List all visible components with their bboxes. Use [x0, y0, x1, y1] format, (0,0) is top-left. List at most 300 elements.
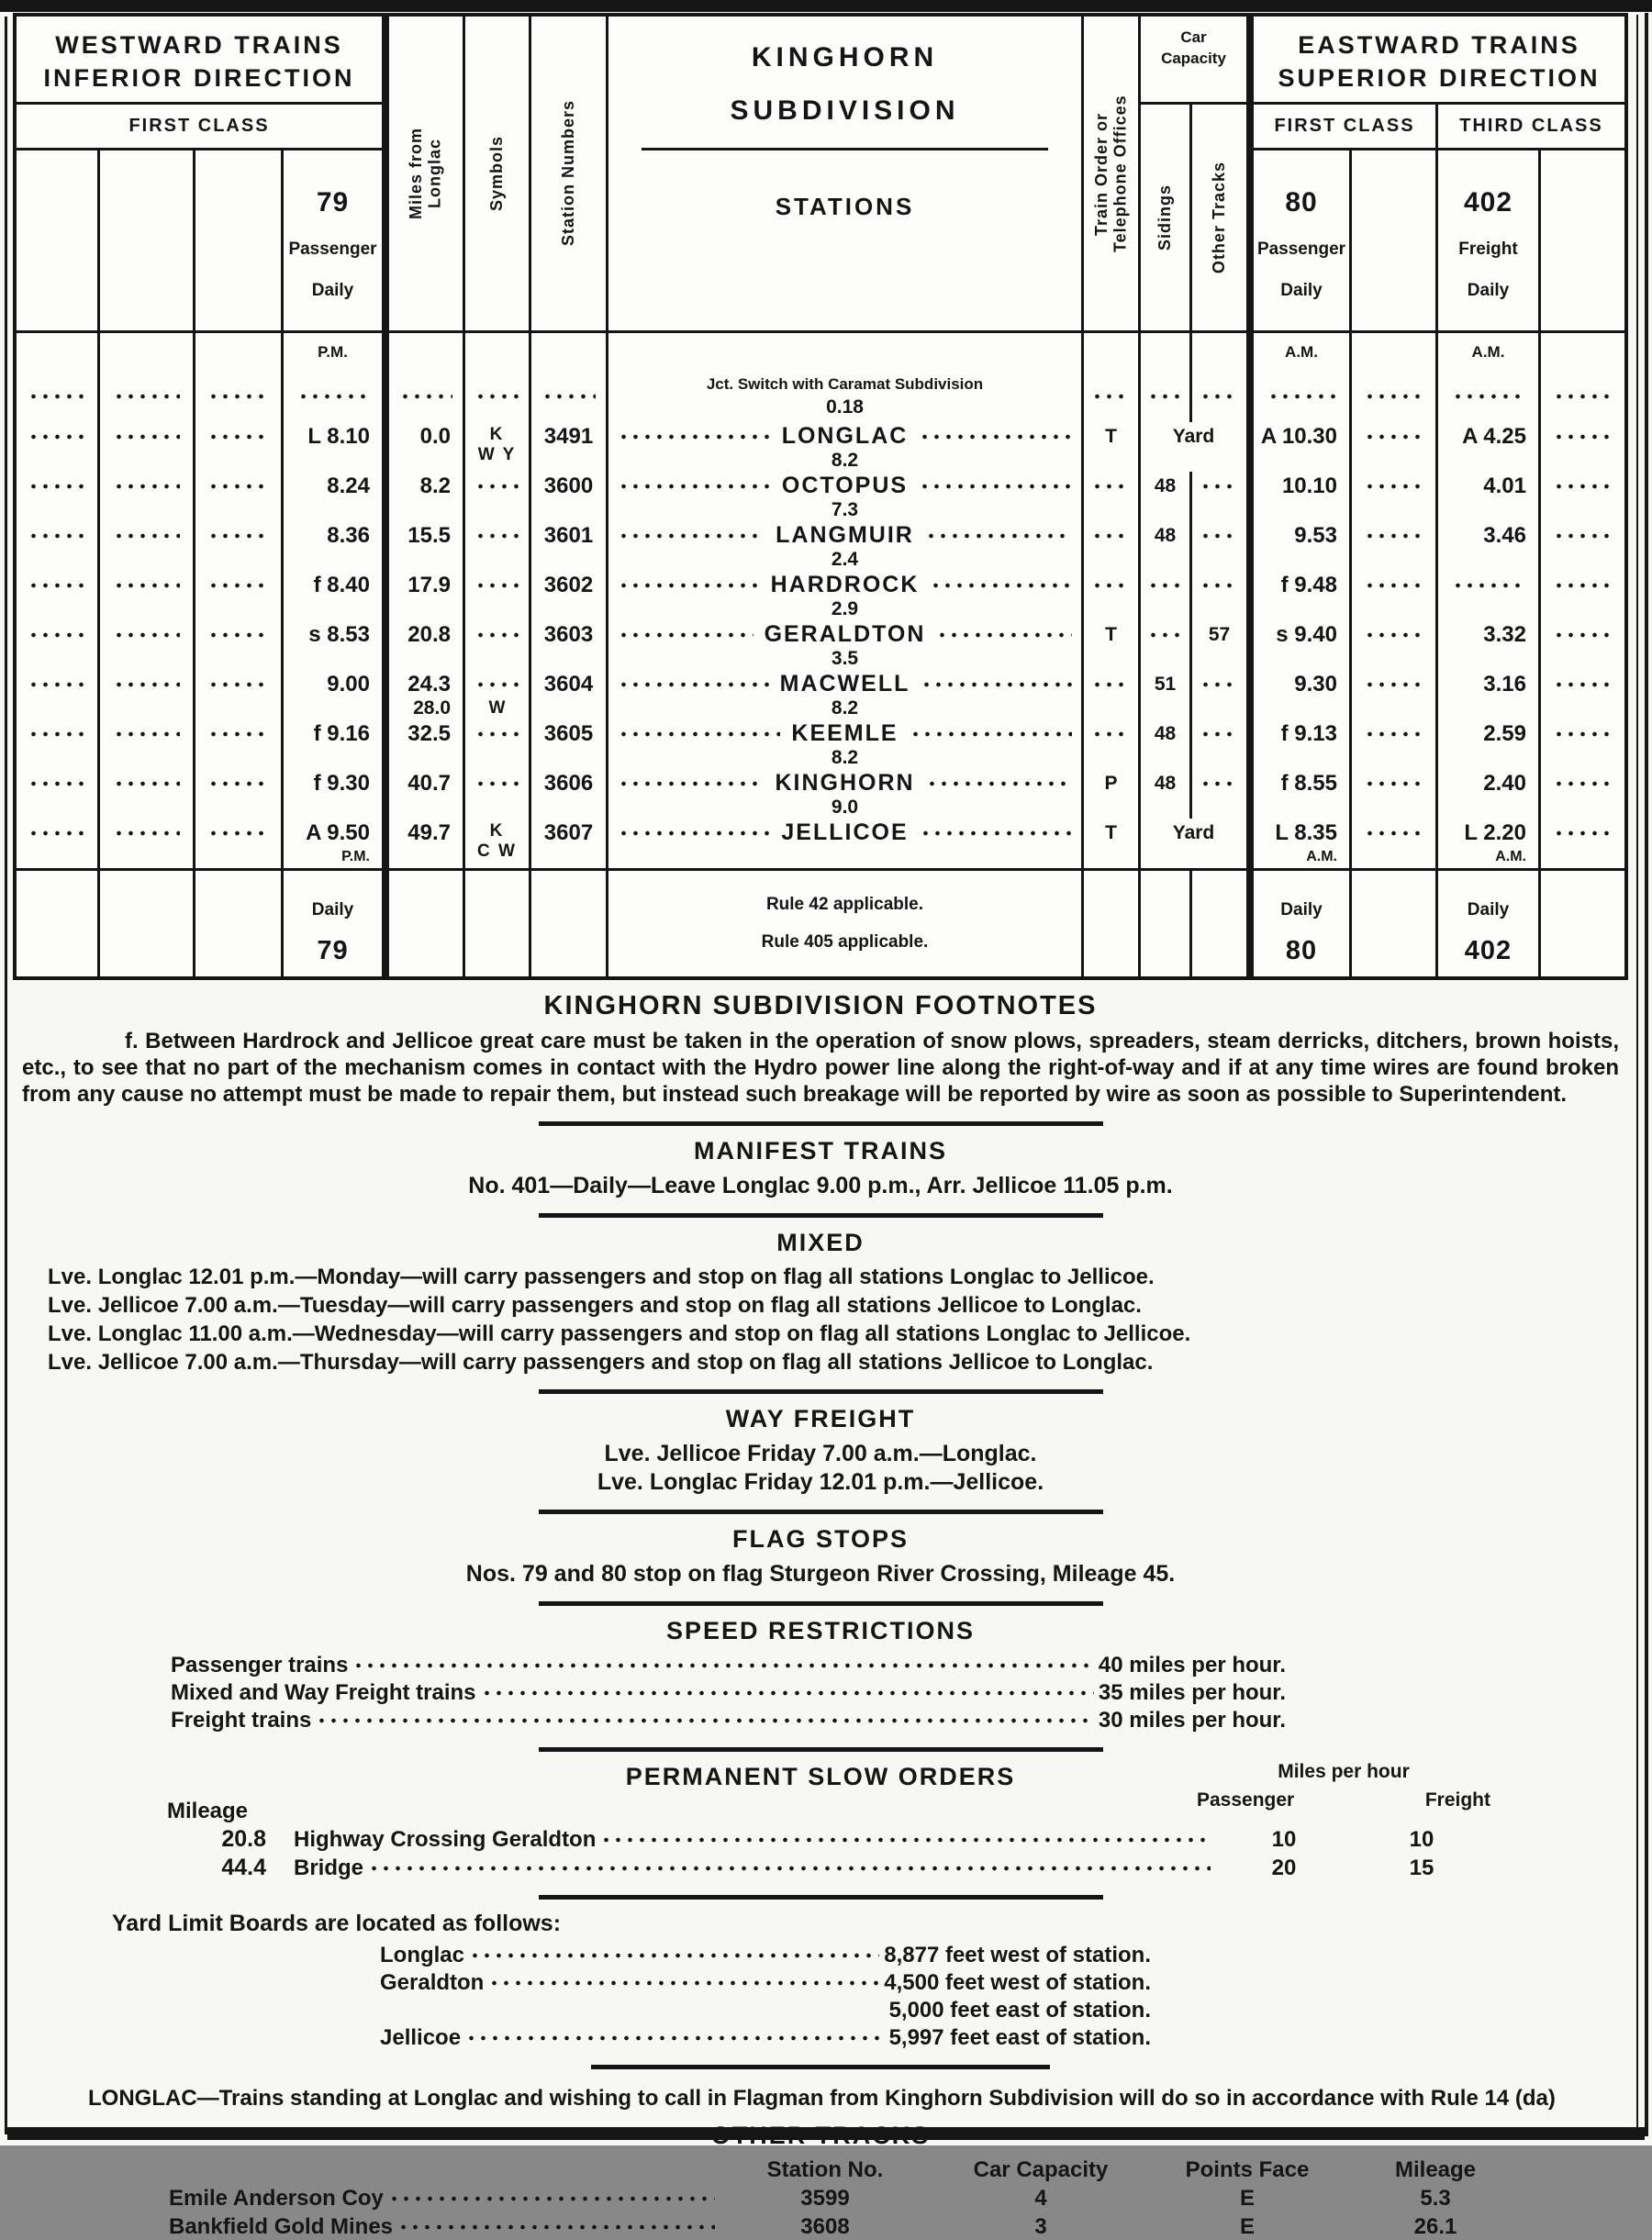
cell-miles	[389, 670, 463, 719]
rule-405-note: Rule 405 applicable.	[761, 932, 929, 952]
station-name: JELLICOE	[781, 819, 909, 845]
blank-cell	[97, 330, 193, 371]
dotted-cell	[1189, 371, 1246, 422]
train-402-number: 402	[1463, 187, 1513, 217]
meridiem-cell-402	[1435, 330, 1538, 371]
section-divider	[539, 1747, 1103, 1752]
dotted-leader	[1091, 731, 1130, 737]
cell-t80	[1246, 819, 1349, 868]
section-divider	[539, 1895, 1103, 1900]
cell-line	[1438, 571, 1538, 599]
dotted-leader	[474, 583, 520, 588]
cell-stano	[529, 422, 606, 472]
mph-header-block	[1197, 1761, 1490, 1811]
car-capacity-header	[1138, 17, 1246, 105]
meridiem-label: P.M.	[318, 342, 348, 361]
yard-cell	[1138, 422, 1246, 472]
other-tracks-points-face: E	[1239, 2214, 1255, 2240]
cell-line	[531, 521, 606, 550]
speed-label: Mixed and Way Freight trains	[171, 1680, 476, 1706]
cell-value: T	[1105, 821, 1117, 843]
dotted-leader	[316, 1718, 1094, 1723]
cell-value: A 9.50	[306, 819, 370, 845]
blank-cell	[463, 330, 529, 371]
cell-value: 3600	[543, 473, 594, 498]
cell-line	[465, 698, 529, 718]
cell-line	[1192, 521, 1246, 550]
cell-to	[1081, 521, 1138, 571]
yard-limit-value: 5,000 feet east of station.	[888, 1998, 1151, 2023]
dotted-leader	[1553, 682, 1613, 687]
cell-line	[531, 571, 606, 599]
dotted-cell	[17, 371, 97, 422]
cell-line	[531, 670, 606, 698]
cell-sid	[1138, 521, 1189, 571]
junction-mileage: 0.18	[826, 396, 864, 418]
other-tracks-header: Points Face	[1185, 2157, 1310, 2183]
dotted-leader	[618, 781, 764, 786]
slow-order-mileage: 44.4	[221, 1855, 266, 1881]
cell-ot	[1189, 670, 1246, 719]
cell-line	[389, 472, 463, 500]
cell-line	[284, 819, 382, 847]
cell-line	[100, 819, 193, 847]
cell-value: 3602	[543, 572, 594, 597]
cell-line	[100, 620, 193, 649]
dotted-leader	[399, 394, 452, 399]
dotted-leader	[618, 484, 771, 489]
cell-sym1	[463, 422, 529, 472]
inter-station-distance: 8.2	[831, 697, 859, 719]
dotted-leader	[1091, 583, 1130, 588]
way-freight-line: Lve. Jellicoe Friday 7.00 a.m.—Longlac.	[604, 1441, 1037, 1467]
train-402-header	[1435, 150, 1538, 330]
inter-station-distance: 2.4	[831, 548, 859, 570]
cell-blank	[97, 670, 193, 719]
cell-value: 3.32	[1483, 621, 1526, 647]
cell-line	[1541, 769, 1624, 797]
cell-line	[1192, 670, 1246, 698]
dotted-leader	[207, 781, 269, 786]
blank-cell	[1189, 868, 1246, 976]
dotted-leader	[936, 632, 1072, 638]
cell-line	[1254, 620, 1349, 649]
cell-to	[1081, 819, 1138, 868]
blank-cell	[17, 330, 97, 371]
cell-blank	[17, 719, 97, 769]
cell-miles	[389, 571, 463, 620]
scan-top-border	[0, 0, 1652, 12]
dotted-cell	[1246, 371, 1349, 422]
cell-value: 40.7	[407, 770, 451, 796]
cell-line	[284, 422, 382, 451]
cell-value: 48	[1154, 772, 1177, 794]
cell-line	[531, 719, 606, 748]
cell-line	[389, 422, 463, 451]
mixed-line: Lve. Longlac 12.01 p.m.—Monday—will carry passengers and stop on flag all stations Longlac to Jellicoe.	[48, 1265, 1155, 1290]
dotted-leader	[541, 394, 595, 399]
cell-name	[606, 422, 1081, 472]
station-name: HARDROCK	[770, 572, 920, 597]
dotted-leader	[113, 484, 180, 489]
train-79-footer-frequency: Daily	[311, 900, 354, 919]
cell-value: 9.53	[1294, 522, 1337, 548]
dotted-leader	[1091, 484, 1130, 489]
cell-value: f 8.55	[1280, 770, 1337, 796]
cell-line	[1192, 620, 1246, 649]
inter-station-distance: 3.5	[831, 647, 859, 669]
cell-value: 3.16	[1483, 671, 1526, 697]
other-tracks-station-no: 3608	[800, 2214, 850, 2240]
other-tracks-name: Emile Anderson Coy	[169, 2186, 384, 2212]
yard-value: Yard	[1172, 425, 1215, 447]
cell-blank	[17, 769, 97, 819]
cell-sid	[1138, 719, 1189, 769]
cell-line	[284, 620, 382, 649]
slow-order-passenger-mph: 20	[1271, 1855, 1297, 1880]
cell-t80	[1246, 571, 1349, 620]
dotted-leader	[1553, 731, 1613, 737]
cell-value: 49.7	[407, 819, 451, 845]
cell-t79	[281, 819, 389, 868]
cell-line	[1541, 719, 1624, 748]
dotted-leader	[1267, 394, 1336, 399]
page-left-border	[5, 17, 7, 2134]
cell-blank	[193, 571, 281, 620]
cell-t80	[1246, 472, 1349, 521]
section-divider	[539, 1121, 1103, 1126]
cell-t79	[281, 422, 389, 472]
cell-line	[1141, 670, 1189, 698]
cell-name	[606, 521, 1081, 571]
cell-line	[608, 649, 1081, 668]
cell-value: f 9.48	[1280, 572, 1337, 597]
mixed-line: Lve. Jellicoe 7.00 a.m.—Tuesday—will carry passengers and stop on flag all stations Jellicoe to Longlac.	[48, 1293, 1142, 1319]
cell-value: 9.30	[1294, 671, 1337, 697]
dotted-leader	[1364, 583, 1424, 588]
section-divider	[539, 1510, 1103, 1514]
yard-limit-row	[380, 1943, 1151, 1968]
dotted-leader	[113, 731, 180, 737]
subdivision-title-line2: SUBDIVISION	[730, 95, 960, 126]
dotted-leader	[207, 484, 269, 489]
cell-blank	[1349, 719, 1435, 769]
dotted-cell	[1435, 371, 1538, 422]
dotted-leader	[919, 434, 1072, 440]
mph-passenger-col: Passenger	[1197, 1789, 1295, 1811]
cell-blank	[17, 422, 97, 472]
cell-blank	[1538, 472, 1624, 521]
blank-cell	[1138, 868, 1189, 976]
subdivision-title	[606, 17, 1081, 150]
cell-sid	[1138, 472, 1189, 521]
cell-value: 3607	[543, 819, 594, 845]
cell-line	[1254, 670, 1349, 698]
blank-cell	[389, 330, 463, 371]
cell-line	[1438, 422, 1538, 451]
cell-line	[1352, 719, 1435, 748]
dotted-leader	[113, 434, 180, 440]
cell-line	[195, 422, 281, 451]
dotted-leader	[113, 533, 180, 539]
cell-value: s 9.40	[1276, 621, 1337, 647]
dotted-leader	[1147, 632, 1182, 638]
blank-cell	[529, 330, 606, 371]
cell-blank	[1538, 620, 1624, 670]
train-79-header	[281, 150, 389, 330]
cell-line	[531, 620, 606, 649]
cell-line	[1141, 719, 1189, 748]
cell-value: 10.10	[1281, 473, 1337, 498]
cell-blank	[193, 719, 281, 769]
col-header-station-numbers	[529, 17, 606, 330]
dotted-leader	[207, 682, 269, 687]
meridiem-label: A.M.	[1285, 342, 1318, 361]
dotted-leader	[1147, 583, 1182, 588]
cell-blank	[193, 670, 281, 719]
cell-sid	[1138, 620, 1189, 670]
cell-blank	[1538, 719, 1624, 769]
cell-ot	[1189, 719, 1246, 769]
cell-line	[1141, 620, 1189, 649]
cell-blank	[193, 521, 281, 571]
meridiem-cell-79	[281, 330, 389, 371]
cell-line	[1254, 847, 1349, 866]
train-402-type: Freight	[1458, 240, 1518, 259]
dotted-leader	[113, 394, 180, 399]
cell-line	[17, 620, 97, 649]
cell-blank	[17, 571, 97, 620]
cell-blank	[17, 620, 97, 670]
train-402-footer	[1435, 868, 1538, 976]
cell-t402	[1435, 620, 1538, 670]
dotted-leader	[1553, 434, 1613, 440]
cell-line	[1192, 769, 1246, 797]
cell-blank	[1538, 769, 1624, 819]
cell-value: f 9.30	[313, 770, 370, 796]
cell-line	[1192, 719, 1246, 748]
blank-cell	[1349, 868, 1435, 976]
dotted-leader	[113, 583, 180, 588]
cell-line	[531, 472, 606, 500]
dotted-leader	[28, 781, 85, 786]
blank-cell	[1189, 330, 1246, 371]
slow-order-desc: Highway Crossing Geraldton	[294, 1826, 597, 1852]
cell-line	[1438, 819, 1538, 847]
dotted-leader	[474, 781, 520, 786]
cell-line	[1438, 719, 1538, 748]
stations-label: STATIONS	[775, 193, 915, 220]
cell-blank	[1538, 670, 1624, 719]
speed-value: 30 miles per hour.	[1098, 1708, 1286, 1733]
train-80-footer-number: 80	[1285, 936, 1318, 965]
speed-row	[171, 1708, 1286, 1733]
slow-order-desc: Bridge	[294, 1855, 364, 1880]
dotted-leader	[1364, 731, 1424, 737]
dotted-leader	[28, 484, 85, 489]
inter-station-distance: 7.3	[831, 498, 859, 520]
station-name: MACWELL	[779, 671, 910, 697]
other-tracks-table	[169, 2157, 1628, 2240]
speed-row	[171, 1680, 1286, 1706]
cell-blank	[17, 819, 97, 868]
cell-t402	[1435, 571, 1538, 620]
col-header-symbols	[463, 17, 529, 330]
cell-line	[17, 521, 97, 550]
blank-cell	[193, 330, 281, 371]
train-402-frequency: Daily	[1467, 281, 1510, 300]
dotted-leader	[1200, 682, 1238, 687]
dotted-leader	[1553, 830, 1613, 836]
dotted-leader	[1364, 830, 1424, 836]
yard-limits-intro: Yard Limit Boards are located as follows:	[112, 1911, 562, 1937]
dotted-leader	[1452, 583, 1524, 588]
symbol-line: W Y	[477, 445, 517, 464]
cell-sym1	[463, 670, 529, 719]
cell-stano	[529, 521, 606, 571]
cell-line	[1438, 847, 1538, 866]
cell-name	[606, 670, 1081, 719]
speed-value: 35 miles per hour.	[1098, 1680, 1286, 1706]
cell-t80	[1246, 521, 1349, 571]
dotted-leader	[28, 533, 85, 539]
section-divider	[539, 1389, 1103, 1394]
cell-t79	[281, 472, 389, 521]
cell-stano	[529, 620, 606, 670]
cell-line	[1141, 769, 1189, 797]
dotted-leader	[297, 394, 368, 399]
cell-line	[1541, 472, 1624, 500]
yard-limit-value: 5,997 feet east of station.	[888, 2025, 1151, 2051]
cell-sym1	[463, 819, 529, 868]
cell-line	[195, 819, 281, 847]
cell-line	[17, 819, 97, 847]
symbol-line: K	[489, 425, 505, 444]
cell-blank	[97, 521, 193, 571]
cell-value: f 9.16	[313, 720, 370, 746]
dotted-leader	[1364, 394, 1424, 399]
footnote-f: f. Between Hardrock and Jellicoe great care must be taken in the operation of snow plows, spreaders, steam derricks, ditchers, brown hoists, etc., to see that no part of the mechanism comes in contact with the Hydro power line along the right-of-way and if at any time wires are found broken from any cause no attempt must be made to repair them, but instead such breakage will be reported by wire as soon as possible to Superintendent.	[22, 1029, 1619, 1107]
dotted-leader	[1200, 731, 1238, 737]
manifest-trains-title: MANIFEST TRAINS	[694, 1137, 947, 1165]
cell-stano	[529, 472, 606, 521]
cell-line	[195, 620, 281, 649]
cell-line	[1084, 472, 1138, 500]
dotted-leader	[1553, 533, 1613, 539]
cell-line	[284, 719, 382, 748]
cell-line	[1192, 571, 1246, 599]
dotted-leader	[919, 484, 1072, 489]
slow-order-freight-mph: 15	[1409, 1855, 1434, 1880]
station-name: LANGMUIR	[776, 522, 914, 548]
yard-limit-row	[380, 1998, 1151, 2023]
section-divider	[591, 2065, 1050, 2069]
cell-line	[1438, 620, 1538, 649]
dotted-leader	[397, 2224, 715, 2230]
dotted-cell	[1538, 371, 1624, 422]
cell-line	[1141, 819, 1246, 847]
blank-cell	[463, 868, 529, 976]
dotted-leader	[207, 731, 269, 737]
col-header-train-order	[1081, 17, 1138, 330]
cell-line	[1141, 571, 1189, 599]
mph-header: Miles per hour	[1278, 1761, 1410, 1783]
cell-sym1	[463, 719, 529, 769]
eastward-title	[1246, 17, 1624, 105]
cell-value: 3606	[543, 770, 594, 796]
cell-line	[1352, 521, 1435, 550]
cell-line	[1084, 422, 1138, 451]
footnotes-section	[13, 991, 1628, 2240]
yard-limit-station: Longlac	[380, 1943, 465, 1968]
cell-value: 24.3	[407, 671, 451, 697]
cell-blank	[17, 670, 97, 719]
cell-value: 0.0	[419, 423, 451, 449]
train-79-number: 79	[316, 187, 350, 217]
eastward-first-class-band	[1246, 105, 1435, 150]
cell-blank	[193, 422, 281, 472]
dotted-leader	[1364, 434, 1424, 440]
cell-t402	[1435, 521, 1538, 571]
westward-title-line1: WESTWARD TRAINS	[55, 31, 343, 59]
first-class-label-west: FIRST CLASS	[128, 116, 270, 136]
cell-line	[1084, 769, 1138, 797]
dotted-leader	[28, 632, 85, 638]
blank-cell	[193, 868, 281, 976]
cell-blank	[1349, 422, 1435, 472]
cell-line	[608, 620, 1081, 649]
cell-line	[1438, 769, 1538, 797]
cell-line	[608, 670, 1081, 698]
blank-cell	[97, 868, 193, 976]
cell-line	[608, 422, 1081, 451]
cell-line	[100, 719, 193, 748]
dotted-leader	[618, 434, 771, 440]
cell-blank	[1349, 472, 1435, 521]
cell-line	[1141, 521, 1189, 550]
yard-limit-value: 8,877 feet west of station.	[884, 1943, 1151, 1968]
dotted-leader	[28, 830, 85, 836]
train-80-type: Passenger	[1256, 240, 1346, 259]
cell-value: 3603	[543, 621, 594, 647]
cell-line	[1141, 422, 1246, 451]
cell-value: L 8.10	[307, 423, 370, 449]
dotted-leader	[910, 731, 1072, 737]
dotted-cell	[97, 371, 193, 422]
cell-line	[608, 500, 1081, 519]
cell-miles	[389, 472, 463, 521]
cell-value: P	[1104, 772, 1118, 794]
blank-cell	[97, 150, 193, 330]
cell-blank	[97, 819, 193, 868]
permanent-slow-orders	[13, 1763, 1628, 1881]
cell-line	[608, 599, 1081, 619]
other-tracks-header: Mileage	[1394, 2157, 1477, 2183]
cell-subvalue: P.M.	[341, 848, 370, 864]
other-tracks-header: Car Capacity	[973, 2157, 1109, 2183]
dotted-leader	[368, 1866, 1211, 1871]
speed-row	[171, 1653, 1286, 1678]
cell-line	[1084, 521, 1138, 550]
dotted-leader	[920, 830, 1072, 836]
cell-line	[389, 698, 463, 718]
cell-line	[1084, 620, 1138, 649]
cell-t80	[1246, 769, 1349, 819]
cell-value: 8.36	[327, 522, 370, 548]
page-right-border	[1645, 13, 1648, 2136]
cell-line	[100, 571, 193, 599]
dotted-leader	[474, 682, 520, 687]
